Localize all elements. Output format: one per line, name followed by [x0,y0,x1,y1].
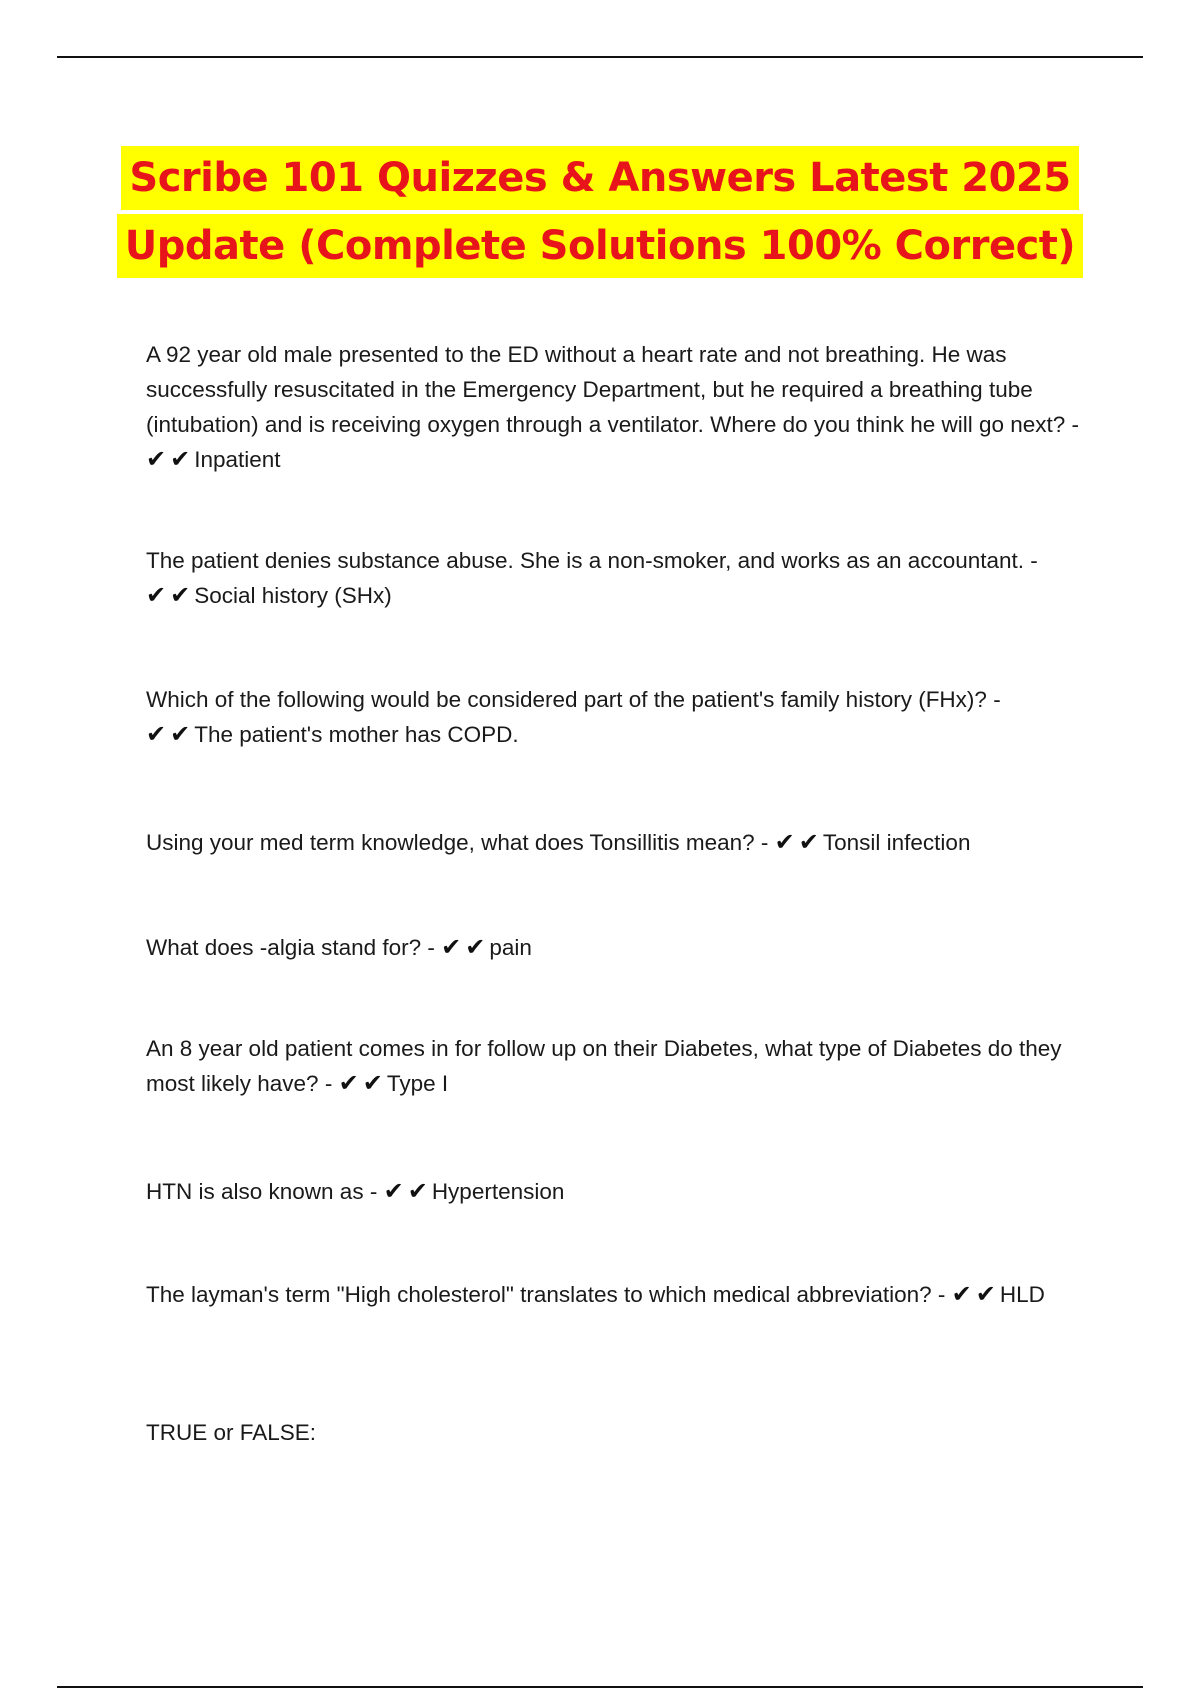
trailing-question [146,1415,1086,1450]
qa-item [146,1031,1086,1101]
qa-item [146,825,1086,860]
answer-text: Hypertension [431,1179,565,1204]
check-icon: ✔ [465,933,486,961]
question-text: TRUE or FALSE: [146,1420,317,1445]
check-icon: ✔ [407,1177,428,1205]
answer-text: Social history (SHx) [194,583,392,608]
answer-text: The patient's mother has COPD. [194,722,519,747]
check-icon: ✔ [146,720,167,748]
check-icon: ✔ [362,1069,383,1097]
qa-item [146,930,1086,965]
title-line-1: Scribe 101 Quizzes & Answers Latest 2025 [121,146,1078,210]
check-icon: ✔ [170,720,191,748]
answer-text: Tonsil infection [822,830,971,855]
check-icon: ✔ [170,445,191,473]
qa-item [146,1277,1086,1312]
top-rule [57,56,1143,58]
document-title [0,146,1200,282]
qa-item [146,682,1086,752]
question-text: A 92 year old male presented to the ED without a heart rate and not breathing. He was successfully resuscitated in the Emergency Department, but he required a breathing tube (intubation) and is receiving oxygen through a ventilator. Where do you think he will go next? - [146,342,1080,437]
question-text: Using your med term knowledge, what does Tonsillitis mean? - [146,830,769,855]
answer-text: Type I [386,1071,449,1096]
check-icon: ✔ [146,581,167,609]
check-icon: ✔ [338,1069,359,1097]
question-text: Which of the following would be considered part of the patient's family history (FHx)? - [146,687,1001,712]
check-icon: ✔ [441,933,462,961]
check-icon: ✔ [170,581,191,609]
question-text: The layman's term "High cholesterol" translates to which medical abbreviation? - [146,1282,946,1307]
check-icon: ✔ [798,828,819,856]
check-icon: ✔ [146,445,167,473]
qa-item [146,543,1086,613]
question-text: The patient denies substance abuse. She is a non-smoker, and works as an accountant. - [146,548,1038,573]
check-icon: ✔ [383,1177,404,1205]
qa-item [146,1174,1086,1209]
qa-item [146,337,1086,477]
answer-text: HLD [999,1282,1045,1307]
question-text: An 8 year old patient comes in for follow up on their Diabetes, what type of Diabetes do they most likely have? - [146,1036,1062,1096]
question-text: HTN is also known as - [146,1179,378,1204]
check-icon: ✔ [951,1280,972,1308]
check-icon: ✔ [975,1280,996,1308]
title-line-2: Update (Complete Solutions 100% Correct) [117,214,1083,278]
answer-text: pain [489,935,532,960]
answer-text: Inpatient [194,447,281,472]
bottom-rule [57,1686,1143,1688]
question-text: What does -algia stand for? - [146,935,435,960]
check-icon: ✔ [774,828,795,856]
